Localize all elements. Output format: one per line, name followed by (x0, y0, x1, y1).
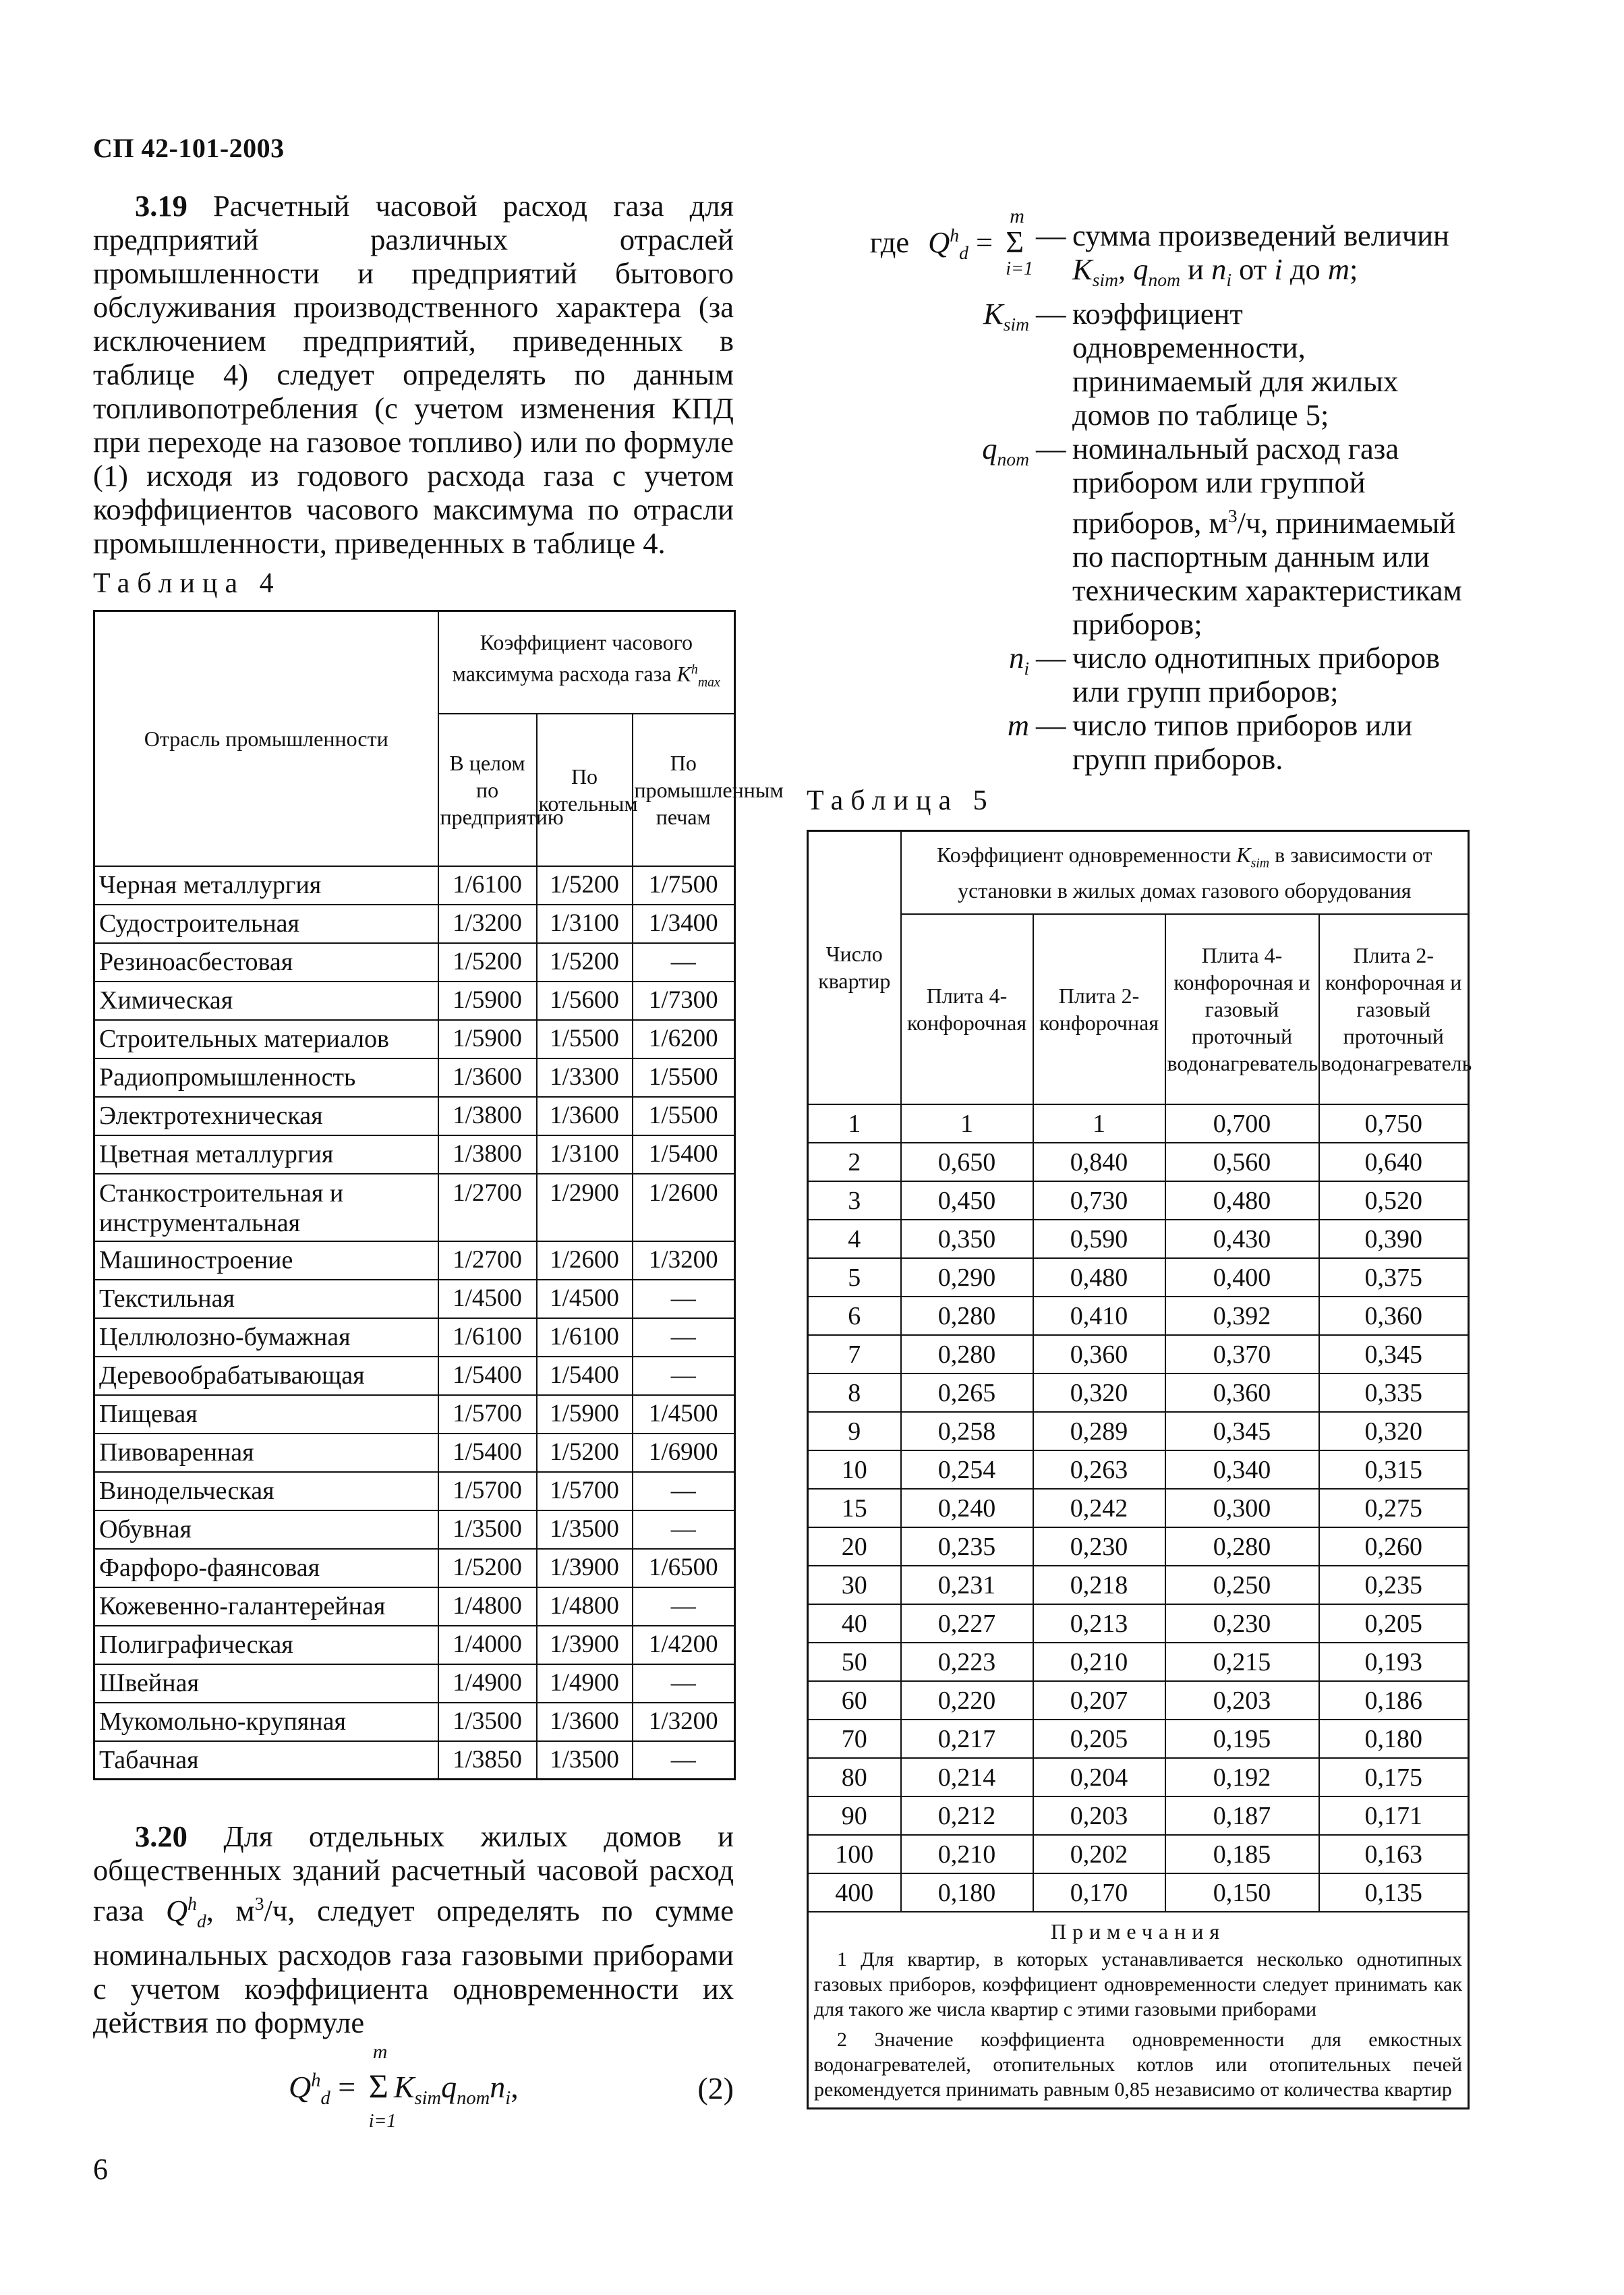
stove4-heater-cell: 0,345 (1165, 1412, 1319, 1450)
stove2-heater-cell: 0,175 (1319, 1758, 1469, 1796)
industry-cell: Винодельческая (94, 1472, 438, 1510)
def-qnom: $q_{nom}$ — номинальный расход газа прибором или группой приборов, $м^3/ч$, принимаемый по паспортным данным или техническим характеристикам приборов; (982, 431, 1462, 641)
table-5 (807, 830, 1470, 2110)
table-row (94, 1135, 735, 1174)
enterprise-cell: 1/3850 (438, 1741, 537, 1780)
stove4-cell: 0,650 (901, 1143, 1033, 1181)
table-row (808, 1527, 1469, 1566)
enterprise-cell: 1/5200 (438, 943, 537, 982)
stove2-cell: 0,203 (1033, 1796, 1165, 1835)
industry-cell: Электротехническая (94, 1097, 438, 1135)
table-row (94, 1510, 735, 1549)
apartments-cell: 6 (808, 1297, 901, 1335)
note-2: 2 Значение коэффициента одновременности для емкостных водонагревателей, отопительных котлов или отопительных печей рекомендуется принимать равным 0,85 независимо от количества квартир (814, 2029, 1463, 2101)
stove2-heater-cell: 0,193 (1319, 1643, 1469, 1681)
table-row (808, 1758, 1469, 1796)
stove2-heater-cell: 0,375 (1319, 1258, 1469, 1297)
enterprise-cell: 1/4500 (438, 1280, 537, 1318)
boiler-cell: 1/3100 (537, 1135, 633, 1174)
table-row (808, 1220, 1469, 1258)
enterprise-cell: 1/5700 (438, 1472, 537, 1510)
apartments-cell: 8 (808, 1373, 901, 1412)
furnace-cell: 1/6900 (633, 1434, 735, 1472)
table-row (808, 1450, 1469, 1489)
stove2-cell: 0,230 (1033, 1527, 1165, 1566)
left-column (93, 189, 784, 2147)
stove4-cell: 0,240 (901, 1489, 1033, 1527)
stove4-cell: 0,217 (901, 1720, 1033, 1758)
boiler-cell: 1/5700 (537, 1472, 633, 1510)
table4-body (94, 866, 735, 1780)
enterprise-cell: 1/5200 (438, 1549, 537, 1587)
table-row (94, 1020, 735, 1058)
stove2-cell: 0,320 (1033, 1373, 1165, 1412)
col-boiler: По котельным (537, 714, 633, 866)
industry-cell: Табачная (94, 1741, 438, 1780)
boiler-cell: 1/5200 (537, 1434, 633, 1472)
def-qdh: где $Q^h_d = \Sigma$ m i=1 — сумма произведений величин $K_{sim}$, $q_{nom}$ и $n_i$ от i до m; (869, 204, 1449, 290)
note-1: 1 Для квартир, в которых устанавливается несколько однотипных газовых приборов, коэффициент одновременности следует принимать как для такого же числа квартир с этими газовыми приборами (814, 1948, 1463, 2021)
kmax-symbol: $K^h_{max}$ (676, 661, 720, 690)
stove4-heater-cell: 0,187 (1165, 1796, 1319, 1835)
stove2-heater-cell: 0,360 (1319, 1297, 1469, 1335)
table-row (94, 1587, 735, 1626)
boiler-cell: 1/5400 (537, 1357, 633, 1395)
table-row (808, 1835, 1469, 1873)
table-4 (93, 610, 784, 1780)
stove2-heater-cell: 0,320 (1319, 1412, 1469, 1450)
table5-notes (808, 1912, 1469, 2109)
stove4-heater-cell: 0,250 (1165, 1566, 1319, 1604)
stove4-heater-cell: 0,340 (1165, 1450, 1319, 1489)
notes-title: Примечания (1050, 1919, 1226, 1944)
furnace-cell: — (633, 1472, 735, 1510)
industry-cell: Фарфоро-фаянсовая (94, 1549, 438, 1587)
table-row (94, 1357, 735, 1395)
industry-cell: Цветная металлургия (94, 1135, 438, 1174)
stove4-cell: 0,223 (901, 1643, 1033, 1681)
stove2-cell: 0,213 (1033, 1604, 1165, 1643)
furnace-cell: 1/3200 (633, 1703, 735, 1741)
boiler-cell: 1/3900 (537, 1626, 633, 1664)
enterprise-cell: 1/6100 (438, 1318, 537, 1357)
stove4-cell: 0,290 (901, 1258, 1033, 1297)
stove2-cell: 0,218 (1033, 1566, 1165, 1604)
enterprise-cell: 1/5700 (438, 1395, 537, 1434)
table-row (808, 1681, 1469, 1720)
stove4-heater-cell: 0,192 (1165, 1758, 1319, 1796)
apartments-cell: 80 (808, 1758, 901, 1796)
enterprise-cell: 1/4000 (438, 1626, 537, 1664)
furnace-cell: 1/6200 (633, 1020, 735, 1058)
apartments-cell: 90 (808, 1796, 901, 1835)
stove2-heater-cell: 0,205 (1319, 1604, 1469, 1643)
furnace-cell: — (633, 1318, 735, 1357)
stove2-heater-cell: 0,275 (1319, 1489, 1469, 1527)
table-row (94, 1174, 735, 1241)
stove4-heater-cell: 0,280 (1165, 1527, 1319, 1566)
table4-caption: Таблица 4 (93, 568, 281, 599)
stove2-cell: 0,205 (1033, 1720, 1165, 1758)
stove4-cell: 0,265 (901, 1373, 1033, 1412)
industry-cell: Пищевая (94, 1395, 438, 1434)
page-number: 6 (93, 2153, 108, 2186)
industry-cell: Радиопромышленность (94, 1058, 438, 1097)
enterprise-cell: 1/4900 (438, 1664, 537, 1703)
apartments-cell: 30 (808, 1566, 901, 1604)
enterprise-cell: 1/5900 (438, 1020, 537, 1058)
table-row (94, 1395, 735, 1434)
stove2-cell: 0,730 (1033, 1181, 1165, 1220)
apartments-cell: 70 (808, 1720, 901, 1758)
table-row (94, 1318, 735, 1357)
table-row (808, 1566, 1469, 1604)
stove4-heater-cell: 0,700 (1165, 1104, 1319, 1143)
stove4-heater-cell: 0,215 (1165, 1643, 1319, 1681)
enterprise-cell: 1/3800 (438, 1097, 537, 1135)
furnace-cell: 1/7300 (633, 982, 735, 1020)
stove2-cell: 0,242 (1033, 1489, 1165, 1527)
stove2-cell: 0,202 (1033, 1835, 1165, 1873)
col-group-kmax: Коэффициент часового максимума расхода газа $K^h_{max}$ (438, 611, 735, 714)
enterprise-cell: 1/3500 (438, 1510, 537, 1549)
apartments-cell: 4 (808, 1220, 901, 1258)
stove4-cell: 0,350 (901, 1220, 1033, 1258)
col-stove4-heater: Плита 4-конфорочная и газовый проточный водонагреватель (1165, 914, 1319, 1104)
table-row (808, 1873, 1469, 1912)
enterprise-cell: 1/3200 (438, 905, 537, 943)
stove4-heater-cell: 0,150 (1165, 1873, 1319, 1912)
boiler-cell: 1/3600 (537, 1703, 633, 1741)
industry-cell: Целлюлозно-бумажная (94, 1318, 438, 1357)
page-header: СП 42-101-2003 (93, 133, 285, 163)
table-row (94, 1472, 735, 1510)
furnace-cell: 1/4200 (633, 1626, 735, 1664)
furnace-cell: — (633, 1357, 735, 1395)
stove4-heater-cell: 0,203 (1165, 1681, 1319, 1720)
apartments-cell: 9 (808, 1412, 901, 1450)
stove2-heater-cell: 0,315 (1319, 1450, 1469, 1489)
stove4-cell: 0,280 (901, 1297, 1033, 1335)
formula-2 (93, 2040, 734, 2147)
furnace-cell: — (633, 1664, 735, 1703)
apartments-cell: 15 (808, 1489, 901, 1527)
industry-cell: Станкостроительная и инструментальная (94, 1174, 438, 1241)
stove4-cell: 0,235 (901, 1527, 1033, 1566)
industry-cell: Черная металлургия (94, 866, 438, 905)
table-row (808, 1297, 1469, 1335)
formula-number: (2) (697, 2070, 734, 2105)
boiler-cell: 1/5500 (537, 1020, 633, 1058)
industry-cell: Кожевенно-галантерейная (94, 1587, 438, 1626)
table-row (94, 1626, 735, 1664)
stove4-heater-cell: 0,392 (1165, 1297, 1319, 1335)
apartments-cell: 20 (808, 1527, 901, 1566)
stove4-cell: 0,214 (901, 1758, 1033, 1796)
col-furnace: По промышленным печам (633, 714, 735, 866)
def-ksim: $K_{sim}$ — коэффициент одновременности, принимаемый для жилых домов по таблице 5; (983, 296, 1399, 432)
table-row (808, 1796, 1469, 1835)
stove4-cell: 0,180 (901, 1873, 1033, 1912)
industry-cell: Строительных материалов (94, 1020, 438, 1058)
table-row (94, 1097, 735, 1135)
boiler-cell: 1/3500 (537, 1741, 633, 1780)
stove4-heater-cell: 0,185 (1165, 1835, 1319, 1873)
table-row (808, 1373, 1469, 1412)
col-group-ksim: Коэффициент одновременности $K_{sim}$ в зависимости от установки в жилых домах газового оборудования (901, 830, 1469, 914)
furnace-cell: — (633, 1587, 735, 1626)
table-row (808, 1643, 1469, 1681)
furnace-cell: 1/5500 (633, 1097, 735, 1135)
apartments-cell: 40 (808, 1604, 901, 1643)
definitions (807, 204, 1481, 776)
stove2-heater-cell: 0,163 (1319, 1835, 1469, 1873)
sum-symbol: Σ m i=1 (1006, 204, 1033, 279)
stove2-cell: 0,207 (1033, 1681, 1165, 1720)
stove4-heater-cell: 0,360 (1165, 1373, 1319, 1412)
furnace-cell: 1/3400 (633, 905, 735, 943)
stove4-cell: 0,280 (901, 1335, 1033, 1373)
stove2-cell: 0,410 (1033, 1297, 1165, 1335)
table-row (808, 1412, 1469, 1450)
furnace-cell: — (633, 943, 735, 982)
table-row (94, 1664, 735, 1703)
stove2-heater-cell: 0,390 (1319, 1220, 1469, 1258)
apartments-cell: 50 (808, 1643, 901, 1681)
stove4-heater-cell: 0,430 (1165, 1220, 1319, 1258)
table-row (808, 1335, 1469, 1373)
enterprise-cell: 1/5400 (438, 1357, 537, 1395)
section-text: Расчетный часовой расход газа для предприятий различных отраслей промышленности и предприятий бытового обслуживания производственного характера (за исключением предприятий, приведенных в таблице 4) следует определять по данным топливопотребления (с учетом изменения КПД при переходе на газовое топливо) или по формуле (1) исходя из годового расхода газа с учетом коэффициентов часового максимума по отрасли промышленности, приведенных в таблице 4. (93, 189, 734, 560)
stove4-cell: 0,212 (901, 1796, 1033, 1835)
stove2-cell: 0,263 (1033, 1450, 1165, 1489)
boiler-cell: 1/5200 (537, 943, 633, 982)
table-row (94, 1741, 735, 1780)
stove2-heater-cell: 0,640 (1319, 1143, 1469, 1181)
stove2-heater-cell: 0,335 (1319, 1373, 1469, 1412)
stove4-heater-cell: 0,560 (1165, 1143, 1319, 1181)
industry-cell: Деревообрабатывающая (94, 1357, 438, 1395)
section-number: 3.20 (135, 1819, 187, 1853)
apartments-cell: 1 (808, 1104, 901, 1143)
stove4-cell: 1 (901, 1104, 1033, 1143)
industry-cell: Швейная (94, 1664, 438, 1703)
col-apartments: Число квартир (808, 830, 901, 1104)
enterprise-cell: 1/5900 (438, 982, 537, 1020)
boiler-cell: 1/3900 (537, 1549, 633, 1587)
stove4-cell: 0,227 (901, 1604, 1033, 1643)
table5-caption: Таблица 5 (807, 785, 995, 816)
table-row (94, 982, 735, 1020)
stove4-heater-cell: 0,400 (1165, 1258, 1319, 1297)
stove4-cell: 0,210 (901, 1835, 1033, 1873)
table-row (94, 1241, 735, 1280)
stove2-cell: 0,210 (1033, 1643, 1165, 1681)
industry-cell: Химическая (94, 982, 438, 1020)
enterprise-cell: 1/4800 (438, 1587, 537, 1626)
boiler-cell: 1/3500 (537, 1510, 633, 1549)
apartments-cell: 7 (808, 1335, 901, 1373)
table-row (808, 1604, 1469, 1643)
col-stove2: Плита 2-конфорочная (1033, 914, 1165, 1104)
stove2-cell: 0,480 (1033, 1258, 1165, 1297)
table-row (808, 1104, 1469, 1143)
furnace-cell: 1/4500 (633, 1395, 735, 1434)
stove2-cell: 0,840 (1033, 1143, 1165, 1181)
furnace-cell: 1/3200 (633, 1241, 735, 1280)
stove2-heater-cell: 0,520 (1319, 1181, 1469, 1220)
stove2-cell: 0,360 (1033, 1335, 1165, 1373)
enterprise-cell: 1/3800 (438, 1135, 537, 1174)
boiler-cell: 1/5600 (537, 982, 633, 1020)
apartments-cell: 60 (808, 1681, 901, 1720)
boiler-cell: 1/5900 (537, 1395, 633, 1434)
furnace-cell: 1/6500 (633, 1549, 735, 1587)
def-ni: $n_i$ — число однотипных приборов или групп приборов; (1009, 640, 1441, 708)
table-row (94, 943, 735, 982)
industry-cell: Полиграфическая (94, 1626, 438, 1664)
table-row (808, 1720, 1469, 1758)
industry-cell: Текстильная (94, 1280, 438, 1318)
table-row (94, 1549, 735, 1587)
table-row (808, 1489, 1469, 1527)
stove2-cell: 0,204 (1033, 1758, 1165, 1796)
stove4-heater-cell: 0,480 (1165, 1181, 1319, 1220)
table-row (808, 1143, 1469, 1181)
table5-body (808, 1104, 1469, 1912)
furnace-cell: 1/5500 (633, 1058, 735, 1097)
apartments-cell: 400 (808, 1873, 901, 1912)
section-number: 3.19 (135, 189, 187, 223)
boiler-cell: 1/4900 (537, 1664, 633, 1703)
apartments-cell: 100 (808, 1835, 901, 1873)
furnace-cell: 1/7500 (633, 866, 735, 905)
apartments-cell: 2 (808, 1143, 901, 1181)
stove4-heater-cell: 0,230 (1165, 1604, 1319, 1643)
stove2-heater-cell: 0,345 (1319, 1335, 1469, 1373)
col-stove2-heater: Плита 2-конфорочная и газовый проточный водонагреватель (1319, 914, 1469, 1104)
industry-cell: Пивоваренная (94, 1434, 438, 1472)
col-enterprise: В целом по предприятию (438, 714, 537, 866)
stove4-heater-cell: 0,195 (1165, 1720, 1319, 1758)
stove2-cell: 0,170 (1033, 1873, 1165, 1912)
furnace-cell: — (633, 1280, 735, 1318)
stove2-heater-cell: 0,750 (1319, 1104, 1469, 1143)
boiler-cell: 1/4800 (537, 1587, 633, 1626)
stove2-cell: 0,289 (1033, 1412, 1165, 1450)
industry-cell: Обувная (94, 1510, 438, 1549)
stove2-cell: 1 (1033, 1104, 1165, 1143)
apartments-cell: 10 (808, 1450, 901, 1489)
apartments-cell: 3 (808, 1181, 901, 1220)
industry-cell: Мукомольно-крупяная (94, 1703, 438, 1741)
enterprise-cell: 1/2700 (438, 1241, 537, 1280)
table-row (94, 1058, 735, 1097)
boiler-cell: 1/3300 (537, 1058, 633, 1097)
stove2-heater-cell: 0,260 (1319, 1527, 1469, 1566)
boiler-cell: 1/3600 (537, 1097, 633, 1135)
industry-cell: Машиностроение (94, 1241, 438, 1280)
stove4-cell: 0,254 (901, 1450, 1033, 1489)
table-row (808, 1181, 1469, 1220)
stove4-cell: 0,258 (901, 1412, 1033, 1450)
boiler-cell: 1/3100 (537, 905, 633, 943)
section-3-20: 3.20 Для отдельных жилых домов и общественных зданий расчетный часовой расход газа $Q^h_d$, $м^3/ч$, следует определять по сумме номинальных расходов газа газовыми приборами с учетом коэффициента одновременности их действия по формуле (93, 1819, 734, 2039)
right-column (807, 189, 1481, 2109)
furnace-cell: — (633, 1741, 735, 1780)
stove4-cell: 0,220 (901, 1681, 1033, 1720)
boiler-cell: 1/6100 (537, 1318, 633, 1357)
furnace-cell: — (633, 1510, 735, 1549)
stove4-cell: 0,450 (901, 1181, 1033, 1220)
stove2-heater-cell: 0,180 (1319, 1720, 1469, 1758)
table-row (94, 1703, 735, 1741)
boiler-cell: 1/2900 (537, 1174, 633, 1241)
apartments-cell: 5 (808, 1258, 901, 1297)
qdh-symbol: $Q^h_d$ (166, 1893, 206, 1931)
boiler-cell: 1/4500 (537, 1280, 633, 1318)
col-industry: Отрасль промышленности (94, 611, 438, 866)
stove4-heater-cell: 0,370 (1165, 1335, 1319, 1373)
stove2-heater-cell: 0,135 (1319, 1873, 1469, 1912)
table-row (94, 866, 735, 905)
stove2-cell: 0,590 (1033, 1220, 1165, 1258)
enterprise-cell: 1/6100 (438, 866, 537, 905)
furnace-cell: 1/2600 (633, 1174, 735, 1241)
stove4-cell: 0,231 (901, 1566, 1033, 1604)
stove2-heater-cell: 0,235 (1319, 1566, 1469, 1604)
enterprise-cell: 1/3500 (438, 1703, 537, 1741)
furnace-cell: 1/5400 (633, 1135, 735, 1174)
industry-cell: Резиноасбестовая (94, 943, 438, 982)
boiler-cell: 1/5200 (537, 866, 633, 905)
stove4-heater-cell: 0,300 (1165, 1489, 1319, 1527)
table-row (808, 1258, 1469, 1297)
enterprise-cell: 1/5400 (438, 1434, 537, 1472)
formula-expression: $Q^h_d = \Sigma$ m i=1 $K_{sim}q_{nom}n_i$, (289, 2040, 519, 2132)
stove2-heater-cell: 0,186 (1319, 1681, 1469, 1720)
table-row (94, 905, 735, 943)
enterprise-cell: 1/2700 (438, 1174, 537, 1241)
boiler-cell: 1/2600 (537, 1241, 633, 1280)
stove2-heater-cell: 0,171 (1319, 1796, 1469, 1835)
def-m: m — число типов приборов или групп приборов. (1007, 708, 1413, 776)
industry-cell: Судостроительная (94, 905, 438, 943)
col-stove4: Плита 4-конфорочная (901, 914, 1033, 1104)
table-row (94, 1434, 735, 1472)
section-3-19 (93, 189, 734, 560)
sum-symbol: Σ m i=1 (368, 2040, 397, 2132)
enterprise-cell: 1/3600 (438, 1058, 537, 1097)
table-row (94, 1280, 735, 1318)
